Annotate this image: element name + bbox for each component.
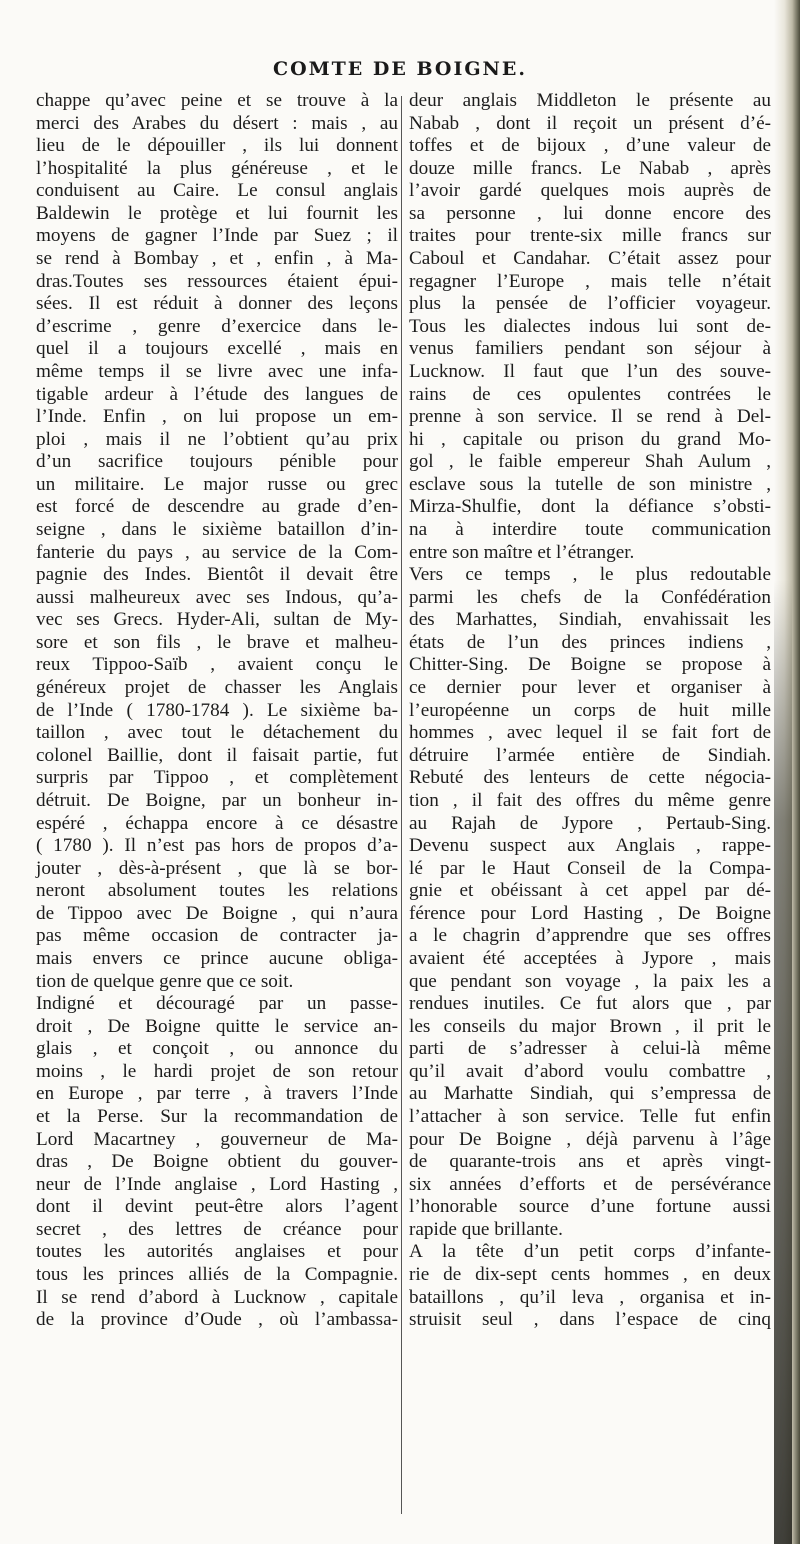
text-line: dras , De Boigne obtient du gouver- <box>36 1151 398 1173</box>
text-line: A la tête d’un petit corps d’infante- <box>409 1241 771 1263</box>
text-line: sées. Il est réduit à donner des leçons <box>36 293 398 315</box>
text-line: en Europe , par terre , à travers l’Inde <box>36 1083 398 1105</box>
text-line: dont il devint peut-être alors l’agent <box>36 1196 398 1218</box>
text-line: et la Perse. Sur la recommandation de <box>36 1106 398 1128</box>
text-line: reux Tippoo-Saïb , avaient conçu le <box>36 654 398 676</box>
text-line: détruire l’armée entière de Sindiah. <box>409 744 771 766</box>
text-line: tous les princes alliés de la Compagnie. <box>36 1264 398 1286</box>
text-line: venus familiers pendant son séjour à <box>409 338 771 360</box>
text-line: Nabab , dont il reçoit un présent d’é- <box>409 112 771 134</box>
text-line: espéré , échappa encore à ce désastre <box>36 812 398 834</box>
text-line: ploi , mais il ne l’obtient qu’au prix <box>36 428 398 450</box>
text-line: tigable ardeur à l’étude des langues de <box>36 383 398 405</box>
text-line: chappe qu’avec peine et se trouve à la <box>36 90 398 111</box>
text-line: jouter , dès-à-présent , que là se bor- <box>36 857 398 879</box>
text-line: hommes , avec lequel il se fait fort de <box>409 722 771 744</box>
text-line: tion de quelque genre que ce soit. <box>36 970 294 992</box>
text-line: toutes les autorités anglaises et pour <box>36 1241 398 1263</box>
text-line: que pendant son voyage , la paix les a <box>409 970 771 992</box>
text-line: gnie et obéissant à cet appel par dé- <box>409 880 771 902</box>
text-line: surpris par Tippoo , et complètement <box>36 767 398 789</box>
text-line: neur de l’Inde anglaise , Lord Hasting , <box>36 1173 398 1195</box>
text-line: lé par le Haut Conseil de la Compa- <box>409 857 771 879</box>
text-line: seigne , dans le sixième bataillon d’in- <box>36 518 398 540</box>
text-line: l’attacher à son service. Telle fut enfin <box>409 1106 771 1128</box>
text-line: Lord Macartney , gouverneur de Ma- <box>36 1128 398 1150</box>
text-line: na à interdire toute communication <box>409 518 771 540</box>
text-line: au Marhatte Sindiah, qui s’empressa de <box>409 1083 771 1105</box>
text-line: Chitter-Sing. De Boigne se propose à <box>409 654 771 676</box>
text-line: hi , capitale ou prison du grand Mo- <box>409 428 771 450</box>
text-line: Il se rend d’abord à Lucknow , capitale <box>36 1286 398 1308</box>
text-line: parmi les chefs de la Confédération <box>409 586 771 608</box>
text-line: d’escrime , genre d’exercice dans le- <box>36 315 398 337</box>
text-line: fanterie du pays , au service de la Com- <box>36 541 398 563</box>
text-line: rapide que brillante. <box>409 1218 563 1240</box>
text-line: rains de ces opulentes contrées le <box>409 383 771 405</box>
text-line: Tous les dialectes indous lui sont de- <box>409 315 771 337</box>
text-line: sa personne , lui donne encore des <box>409 202 771 224</box>
text-line: taillon , avec tout le détachement du <box>36 722 398 744</box>
text-line: entre son maître et l’étranger. <box>409 541 635 563</box>
text-line: ce dernier pour lever et organiser à <box>409 677 771 699</box>
text-line: dras.Toutes ses ressources étaient épui- <box>36 270 398 292</box>
right-text-column <box>409 90 771 1332</box>
text-line: deur anglais Middleton le présente au <box>409 90 771 111</box>
text-line: six années d’efforts et de persévérance <box>409 1173 771 1195</box>
text-line: l’européenne un corps de huit mille <box>409 699 771 721</box>
text-line: les conseils du major Brown , il prit le <box>409 1015 771 1037</box>
text-line: Baldewin le protège et lui fournit les <box>36 202 398 224</box>
text-line: struisit seul , dans l’espace de cinq <box>409 1309 771 1331</box>
text-line: quel il a toujours excellé , mais en <box>36 338 398 360</box>
text-line: qu’il avait d’abord voulu combattre , <box>409 1060 771 1082</box>
text-line: Caboul et Candahar. C’était assez pour <box>409 248 771 270</box>
text-line: merci des Arabes du désert : mais , au <box>36 112 398 134</box>
text-line: gol , le faible empereur Shah Aulum , <box>409 451 771 473</box>
text-line: a le chagrin d’apprendre que ses offres <box>409 925 771 947</box>
text-line: aussi malheureux avec ses Indous, qu’a- <box>36 586 398 608</box>
text-line: secret , des lettres de créance pour <box>36 1218 398 1240</box>
text-line: pour De Boigne , déjà parvenu à l’âge <box>409 1128 771 1150</box>
text-line: rendues inutiles. Ce fut alors que , par <box>409 993 771 1015</box>
text-line: neront absolument toutes les relations <box>36 880 398 902</box>
text-line: est forcé de descendre au grade d’en- <box>36 496 398 518</box>
text-line: pas même occasion de contracter ja- <box>36 925 398 947</box>
text-line: tion , il fait des offres du même genre <box>409 789 771 811</box>
text-line: douze mille francs. Le Nabab , après <box>409 157 771 179</box>
text-line: prenne à son service. Il se rend à Del- <box>409 406 771 428</box>
text-line: Indigné et découragé par un passe- <box>36 993 398 1015</box>
text-line: traites pour trente-six mille francs sur <box>409 225 771 247</box>
text-line: rie de dix-sept cents hommes , en deux <box>409 1264 771 1286</box>
text-line: toffes et de bijoux , d’une valeur de <box>409 135 771 157</box>
text-line: plus la pensée de l’officier voyageur. <box>409 293 771 315</box>
text-line: colonel Baillie, dont il faisait partie, fut <box>36 744 398 766</box>
text-line: même temps il se livre avec une infa- <box>36 360 398 382</box>
text-line: mais envers ce prince aucune obliga- <box>36 947 398 969</box>
text-line: des Marhattes, Sindiah, envahissait les <box>409 609 771 631</box>
text-line: états de l’un des princes indiens , <box>409 631 771 653</box>
text-line: vec ses Grecs. Hyder-Ali, sultan de My- <box>36 609 398 631</box>
text-line: avaient été acceptées à Jypore , mais <box>409 947 771 969</box>
text-line: férence pour Lord Hasting , De Boigne <box>409 902 771 924</box>
text-line: esclave sous la tutelle de son ministre , <box>409 473 771 495</box>
text-line: moins , le hardi projet de son retour <box>36 1060 398 1082</box>
text-line: parti de s’adresser à celui-là même <box>409 1038 771 1060</box>
text-line: généreux projet de chasser les Anglais <box>36 677 398 699</box>
text-line: Devenu suspect aux Anglais , rappe- <box>409 835 771 857</box>
text-line: l’hospitalité la plus généreuse , et le <box>36 157 398 179</box>
text-line: pagnie des Indes. Bientôt il devait être <box>36 564 398 586</box>
text-line: Rebuté des lenteurs de cette négocia- <box>409 767 771 789</box>
text-line: de la province d’Oude , où l’ambassa- <box>36 1309 398 1331</box>
binding-shadow <box>774 580 792 1544</box>
column-divider <box>401 96 402 1514</box>
running-head: COMTE DE BOIGNE. <box>272 58 528 80</box>
text-line: l’avoir gardé quelques mois auprès de <box>409 180 771 202</box>
text-line: de quarante-trois ans et après vingt- <box>409 1151 771 1173</box>
text-line: de l’Inde ( 1780-1784 ). Le sixième ba- <box>36 699 398 721</box>
left-text-column <box>36 90 398 1332</box>
text-line: sore et son fils , le brave et malheu- <box>36 631 398 653</box>
text-line: Mirza-Shulfie, dont la défiance s’obsti- <box>409 496 771 518</box>
text-line: un militaire. Le major russe ou grec <box>36 473 398 495</box>
text-line: lieu de le dépouiller , ils lui donnent <box>36 135 398 157</box>
text-line: se rend à Bombay , et , enfin , à Ma- <box>36 248 398 270</box>
text-line: au Rajah de Jypore , Pertaub-Sing. <box>409 812 771 834</box>
text-line: moyens de gagner l’Inde par Suez ; il <box>36 225 398 247</box>
text-line: conduisent au Caire. Le consul anglais <box>36 180 398 202</box>
text-line: ( 1780 ). Il n’est pas hors de propos d’a- <box>36 835 398 857</box>
text-line: Lucknow. Il faut que l’un des souve- <box>409 360 771 382</box>
text-line: détruit. De Boigne, par un bonheur in- <box>36 789 398 811</box>
text-line: de Tippoo avec De Boigne , qui n’aura <box>36 902 398 924</box>
text-line: Vers ce temps , le plus redoutable <box>409 564 771 586</box>
text-line: glais , et conçoit , ou annonce du <box>36 1038 398 1060</box>
text-line: l’honorable source d’une fortune aussi <box>409 1196 771 1218</box>
text-line: bataillons , qu’il leva , organisa et in- <box>409 1286 771 1308</box>
text-line: regagner l’Europe , mais telle n’était <box>409 270 771 292</box>
text-line: l’Inde. Enfin , on lui propose un em- <box>36 406 398 428</box>
text-line: d’un sacrifice toujours pénible pour <box>36 451 398 473</box>
text-line: droit , De Boigne quitte le service an- <box>36 1015 398 1037</box>
